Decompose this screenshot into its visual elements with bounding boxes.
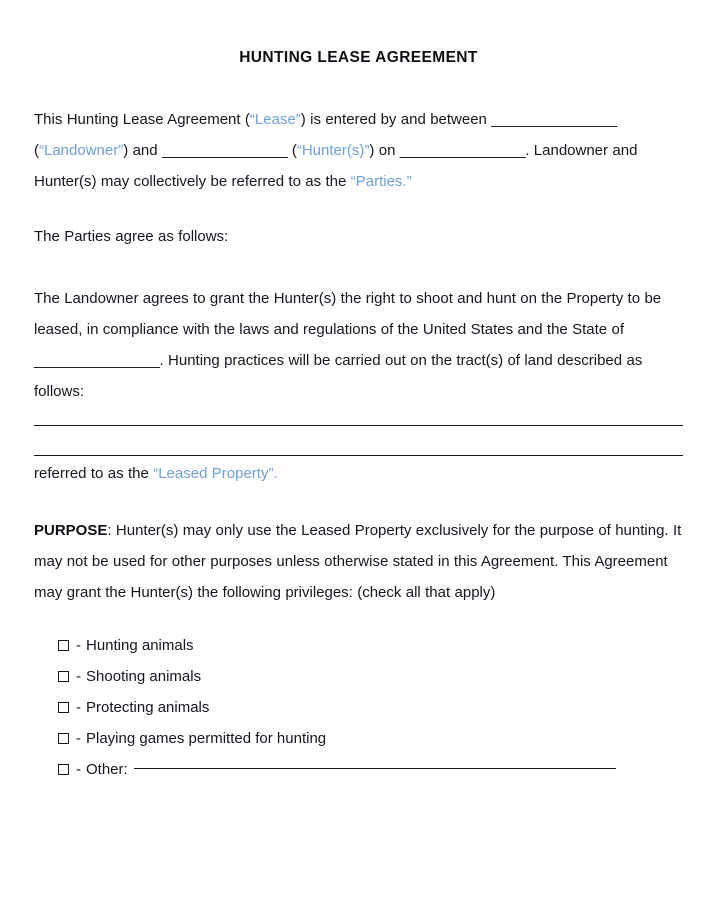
checkbox-icon[interactable] [58, 764, 69, 775]
checklist-item[interactable] [58, 754, 683, 785]
term-hunters: “Hunter(s)” [296, 142, 370, 159]
intro-paragraph [34, 104, 683, 197]
term-leased-property: “Leased Property” [153, 465, 274, 482]
intro-text-1: This Hunting Lease Agreement ( [34, 111, 250, 128]
leased-property-line [34, 458, 683, 489]
checklist-dash: - [76, 730, 81, 747]
checkbox-icon[interactable] [58, 702, 69, 713]
checkbox-icon[interactable] [58, 640, 69, 651]
landowner-name-blank[interactable]: ________________ [491, 111, 617, 128]
grant-paragraph [34, 283, 683, 407]
term-landowner: “Landowner” [39, 142, 124, 159]
term-parties: “Parties.” [350, 173, 412, 190]
grant-text-1: The Landowner agrees to grant the Hunter(s) the right to shoot and hunt on the Property to be leased, in compliance with the laws and regulations of the United States and the State of [34, 290, 662, 338]
checklist-item[interactable] [58, 723, 683, 754]
checklist-item[interactable] [58, 661, 683, 692]
referred-text-1: referred to as the [34, 465, 154, 482]
referred-text-2: . [273, 465, 278, 482]
intro-text-5: ( [287, 142, 297, 159]
intro-text-6: ) on [369, 142, 400, 159]
grant-text-2: . Hunting practices will be carried out on the tract(s) of land described as follows: [34, 352, 643, 400]
other-fill-in-rule[interactable] [134, 768, 616, 769]
purpose-heading: PURPOSE [34, 522, 108, 539]
checklist-item-label: Playing games permitted for hunting [86, 730, 327, 747]
checklist-item[interactable] [58, 630, 683, 661]
intro-text-2: ) is entered by and between [300, 111, 492, 128]
land-description-rules [34, 425, 683, 456]
checklist-dash: - [76, 761, 81, 778]
checklist-item-label: Shooting animals [86, 668, 202, 685]
page-title: HUNTING LEASE AGREEMENT [239, 49, 478, 66]
intro-text-7: . Landowner and Hunter(s) may collectively be referred to as the [34, 142, 638, 190]
date-blank[interactable]: ________________ [399, 142, 526, 159]
intro-text-4: ) and [123, 142, 162, 159]
checklist-item-label: Hunting animals [86, 637, 194, 654]
privileges-checklist [34, 630, 683, 785]
purpose-paragraph [34, 515, 683, 608]
intro-text-3: ( [34, 142, 39, 159]
checklist-item-label: Protecting animals [86, 699, 210, 716]
purpose-body: : Hunter(s) may only use the Leased Property exclusively for the purpose of hunting. It may not be used for other purposes unless otherwise stated in this Agreement. This Agreement may grant the Hunter(s) the following privileges: (check all that apply) [34, 522, 682, 601]
checkbox-icon[interactable] [58, 733, 69, 744]
checklist-dash: - [76, 699, 81, 716]
parties-agree-line: The Parties agree as follows: [34, 228, 229, 245]
land-description-rule-2[interactable] [34, 455, 683, 456]
term-lease: “Lease” [249, 111, 301, 128]
state-blank[interactable]: ________________ [34, 352, 160, 369]
checklist-item[interactable] [58, 692, 683, 723]
checklist-item-label: Other: [86, 761, 128, 778]
checkbox-icon[interactable] [58, 671, 69, 682]
hunter-name-blank[interactable]: ________________ [161, 142, 288, 159]
checklist-dash: - [76, 637, 81, 654]
land-description-rule-1[interactable] [34, 425, 683, 426]
checklist-dash: - [76, 668, 81, 685]
